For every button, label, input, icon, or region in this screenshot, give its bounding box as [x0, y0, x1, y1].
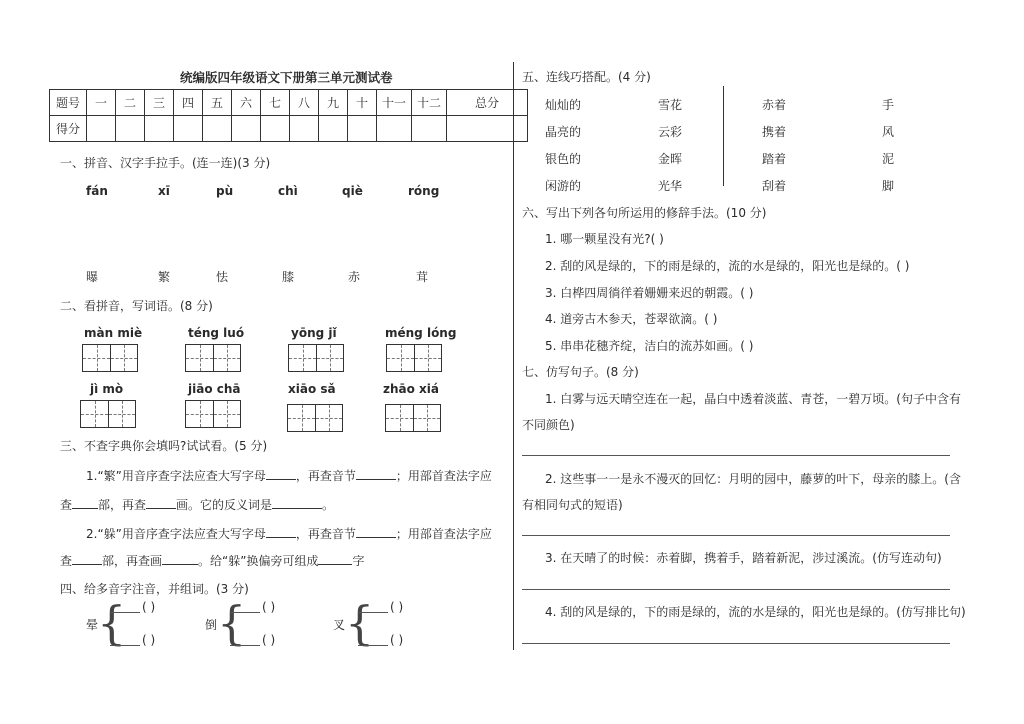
question-text: 5. 串串花穗齐绽，洁白的流苏如画。( ): [545, 339, 754, 353]
table-cell: 十: [348, 90, 377, 116]
answer-line[interactable]: [522, 589, 950, 590]
table-cell: 八: [290, 90, 319, 116]
hanzi-item: 繁: [158, 270, 171, 284]
question-text: 部，再查: [98, 498, 147, 512]
question-text: 1. 白雾与远天晴空连在一起，晶白中透着淡蓝、青苍，一碧万顷。(句子中含有: [545, 392, 961, 406]
writing-grid[interactable]: [185, 344, 241, 372]
question-line: [60, 496, 334, 513]
hanzi-item: 怯: [216, 270, 229, 284]
table-cell: 总分: [447, 90, 528, 116]
paren-blank[interactable]: ( ): [262, 600, 276, 614]
table-row: [50, 90, 528, 116]
table-cell: 五: [203, 90, 232, 116]
pinyin-item: pù: [216, 184, 234, 198]
writing-grid[interactable]: [80, 400, 136, 428]
writing-grid[interactable]: [287, 404, 343, 432]
question-text: 3. 白桦四周徜徉着姗姗来迟的朝霞。( ): [545, 286, 754, 300]
section-heading: 四、给多音字注音，并组词。(3 分): [60, 582, 249, 596]
match-word[interactable]: 携着: [762, 125, 787, 139]
question-text: 查: [60, 554, 73, 568]
polyphone-char: 叉: [333, 618, 346, 632]
answer-blank[interactable]: [358, 645, 388, 646]
pinyin-item: xiāo sǎ: [288, 382, 336, 396]
hanzi-item: 茸: [416, 270, 429, 284]
question-text: 字: [352, 554, 365, 568]
pinyin-item: qiè: [342, 184, 363, 198]
table-row: [50, 116, 528, 142]
question-text: ，再查音节: [295, 469, 356, 483]
pinyin-item: yōng jǐ: [291, 326, 337, 340]
table-cell: 得分: [50, 116, 87, 142]
answer-blank[interactable]: [358, 612, 388, 613]
match-word[interactable]: 泥: [882, 152, 895, 166]
match-word[interactable]: 踏着: [762, 152, 787, 166]
table-cell: 十二: [412, 90, 447, 116]
answer-blank[interactable]: [72, 496, 98, 509]
pinyin-item: xī: [158, 184, 170, 198]
question-line: [86, 467, 492, 484]
writing-grid[interactable]: [386, 344, 442, 372]
match-word[interactable]: 光华: [658, 179, 683, 193]
question-text: 部，再查画: [102, 554, 163, 568]
table-cell: 九: [319, 90, 348, 116]
score-cell[interactable]: [116, 116, 145, 142]
match-word[interactable]: 金晖: [658, 152, 683, 166]
question-text: ，再查音节: [295, 527, 356, 541]
score-cell[interactable]: [203, 116, 232, 142]
brace-icon: {: [217, 596, 247, 650]
match-word[interactable]: 脚: [882, 179, 895, 193]
section-heading: 二、看拼音，写词语。(8 分): [60, 299, 213, 313]
match-word[interactable]: 闲游的: [545, 179, 582, 193]
question-text: 查: [60, 498, 73, 512]
question-text: 4. 道旁古木参天，苍翠欲滴。( ): [545, 312, 718, 326]
answer-blank[interactable]: [356, 525, 396, 538]
match-word[interactable]: 风: [882, 125, 895, 139]
polyphone-char: 倒: [205, 618, 218, 632]
pinyin-item: téng luó: [188, 326, 245, 340]
hanzi-item: 膝: [282, 270, 295, 284]
question-text: ；用部首查法字应: [395, 469, 492, 483]
match-separator: [723, 86, 724, 186]
paren-blank[interactable]: ( ): [142, 600, 156, 614]
question-text: 。给“躲”换偏旁可组成: [198, 554, 319, 568]
section-heading: 一、拼音、汉字手拉手。(连一连)(3 分): [60, 156, 271, 170]
table-cell: 一: [87, 90, 116, 116]
question-text: 1.“繁”用音序查字法应查大写字母: [86, 469, 266, 483]
pinyin-item: fán: [86, 184, 108, 198]
question-text: 有相同句式的短语): [522, 498, 623, 512]
pinyin-item: màn miè: [84, 326, 143, 340]
answer-blank[interactable]: [72, 552, 102, 565]
score-cell[interactable]: [232, 116, 261, 142]
question-text: 。: [322, 498, 335, 512]
brace-icon: {: [345, 596, 375, 650]
paren-blank[interactable]: ( ): [142, 633, 156, 647]
answer-blank[interactable]: [266, 525, 296, 538]
writing-grid[interactable]: [82, 344, 138, 372]
pinyin-item: róng: [408, 184, 440, 198]
score-cell[interactable]: [348, 116, 377, 142]
hanzi-item: 曝: [86, 270, 99, 284]
answer-blank[interactable]: [356, 467, 396, 480]
section-heading: 三、不查字典你会填吗?试试看。(5 分): [60, 439, 268, 453]
writing-grid[interactable]: [288, 344, 344, 372]
match-word[interactable]: 灿灿的: [545, 98, 582, 112]
question-text: 2. 刮的风是绿的，下的雨是绿的，流的水是绿的，阳光也是绿的。( ): [545, 259, 910, 273]
question-text: 2.“躲”用音序查字法应查大写字母: [86, 527, 266, 541]
match-word[interactable]: 赤着: [762, 98, 787, 112]
table-cell: 十一: [377, 90, 412, 116]
answer-blank[interactable]: [230, 612, 260, 613]
pinyin-item: méng lóng: [385, 326, 457, 340]
score-table: [49, 89, 528, 142]
paren-blank[interactable]: ( ): [262, 633, 276, 647]
answer-blank[interactable]: [146, 496, 176, 509]
answer-blank[interactable]: [318, 552, 352, 565]
answer-blank[interactable]: [110, 612, 140, 613]
answer-line[interactable]: [522, 643, 950, 644]
table-cell: 六: [232, 90, 261, 116]
score-cell[interactable]: [174, 116, 203, 142]
answer-blank[interactable]: [230, 645, 260, 646]
answer-line[interactable]: [522, 535, 950, 536]
match-word[interactable]: 刮着: [762, 179, 787, 193]
section-heading: 七、仿写句子。(8 分): [522, 365, 639, 379]
pinyin-item: zhāo xiá: [383, 382, 439, 396]
score-cell[interactable]: [261, 116, 290, 142]
polyphone-char: 晕: [86, 618, 99, 632]
score-cell[interactable]: [447, 116, 528, 142]
match-word[interactable]: 手: [882, 98, 895, 112]
score-cell[interactable]: [319, 116, 348, 142]
score-cell[interactable]: [412, 116, 447, 142]
table-cell: 七: [261, 90, 290, 116]
match-word[interactable]: 晶亮的: [545, 125, 582, 139]
paren-blank[interactable]: ( ): [390, 633, 404, 647]
score-cell[interactable]: [377, 116, 412, 142]
question-text: 不同颜色): [522, 418, 575, 432]
table-cell: 四: [174, 90, 203, 116]
pinyin-item: jiāo chā: [188, 382, 241, 396]
table-cell: 二: [116, 90, 145, 116]
table-cell: 题号: [50, 90, 87, 116]
writing-grid[interactable]: [385, 404, 441, 432]
column-divider: [513, 62, 514, 650]
score-cell[interactable]: [290, 116, 319, 142]
answer-line[interactable]: [522, 455, 950, 456]
question-text: ；用部首查法字应: [395, 527, 492, 541]
answer-blank[interactable]: [266, 467, 296, 480]
score-cell[interactable]: [87, 116, 116, 142]
question-text: 4. 刮的风是绿的，下的雨是绿的，流的水是绿的，阳光也是绿的。(仿写排比句): [545, 605, 966, 619]
question-line: [60, 552, 364, 569]
question-text: 2. 这些事一一是永不漫灭的回忆：月明的园中，藤萝的叶下，母亲的膝上。(含: [545, 472, 961, 486]
match-word[interactable]: 雪花: [658, 98, 683, 112]
question-text: 画。它的反义词是: [176, 498, 273, 512]
match-word[interactable]: 银色的: [545, 152, 582, 166]
answer-blank[interactable]: [272, 496, 322, 509]
answer-blank[interactable]: [162, 552, 198, 565]
brace-icon: {: [97, 596, 127, 650]
section-heading: 六、写出下列各句所运用的修辞手法。(10 分): [522, 206, 767, 220]
table-cell: 三: [145, 90, 174, 116]
question-line: [86, 525, 492, 542]
answer-blank[interactable]: [110, 645, 140, 646]
paren-blank[interactable]: ( ): [390, 600, 404, 614]
question-text: 3. 在天晴了的时候：赤着脚，携着手，踏着新泥，涉过溪流。(仿写连动句): [545, 551, 942, 565]
match-word[interactable]: 云彩: [658, 125, 683, 139]
writing-grid[interactable]: [185, 400, 241, 428]
pinyin-item: jì mò: [90, 382, 124, 396]
page-title: 统编版四年级语文下册第三单元测试卷: [180, 70, 393, 85]
pinyin-item: chì: [278, 184, 298, 198]
hanzi-item: 赤: [348, 270, 361, 284]
question-text: 1. 哪一颗星没有光?( ): [545, 232, 664, 246]
score-cell[interactable]: [145, 116, 174, 142]
section-heading: 五、连线巧搭配。(4 分): [522, 70, 651, 84]
